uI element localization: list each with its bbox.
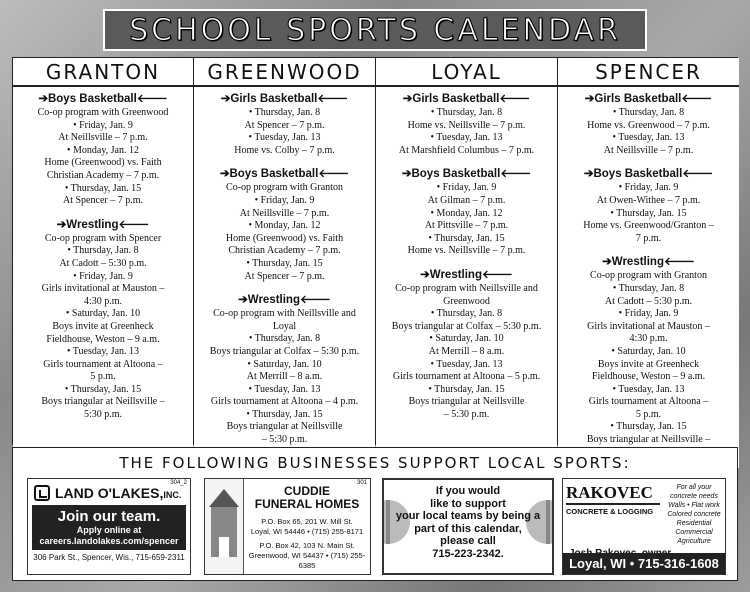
land-olakes-name: LAND O'LAKES, [55,485,164,501]
schedule-line: At Spencer – 7 p.m. [244,119,325,131]
arrow-left-icon: 🡐 [500,166,532,181]
arrow-right-icon: ➔ [401,168,412,181]
schedule-line: • Thursday, Jan. 15 [64,383,142,395]
arrow-right-icon: ➔ [219,168,230,181]
school-heading: GREENWOOD [194,58,375,87]
arrow-left-icon: 🡐 [317,91,349,105]
promo-line: If you would [435,485,501,497]
sport-section [379,267,554,422]
calendar-columns [12,57,738,445]
sport-section [197,292,372,447]
schedule-line: • Thursday, Jan. 15 [64,182,142,194]
arrow-right-icon: ➔ [238,294,248,307]
schedule-line: • Saturday, Jan. 10 [611,345,686,357]
sport-title-text: Boys Basketball [229,168,319,181]
schedule-line: • Friday, Jan. 9 [73,119,133,131]
schedule-line: • Tuesday, Jan. 13 [430,358,503,370]
schedule-line: • Tuesday, Jan. 13 [612,132,685,144]
funeral-home-building-icon [205,479,244,574]
schedule-line: – 5:30 p.m. [443,408,490,420]
cuddie-address-3: P.O. Box 42, 103 N. Main St. [259,541,355,550]
arrow-left-icon: 🡐 [318,166,350,181]
schedule-line: Home vs. Neillsville – 7 p.m. [407,245,526,257]
arrow-right-icon: ➔ [402,93,413,105]
rakovec-phone: Loyal, WI • 715-316-1608 [563,553,725,574]
schedule-line: Girls invitational at Mauston – [587,320,710,332]
schedule-line: • Saturday, Jan. 10 [429,333,504,345]
rakovec-service-line: concrete needs [670,493,718,500]
schedule-line: At Merrill – 8 a.m. [428,345,505,357]
sport-title [197,91,372,106]
land-olakes-address: 306 Park St., Spencer, Wis., 715-659-2311 [33,553,185,562]
arrow-left-icon: 🡐 [299,292,331,307]
schedule-line: • Friday, Jan. 9 [73,270,133,282]
column-granton [13,58,193,468]
schedule-line: Boys triangular at Neillsville – [41,396,165,408]
rakovec-logo [563,479,663,546]
schedule-line: Boys triangular at Colfax – 5:30 p.m. [209,345,360,357]
schedule-line: Co-op program with Neillsville and [395,282,538,294]
schedule-line: • Tuesday, Jan. 13 [612,383,685,395]
schedule-line: • Thursday, Jan. 15 [246,408,323,420]
schedule-line: • Tuesday, Jan. 13 [430,132,503,144]
sport-title-text: Boys Basketball [47,93,137,105]
schedule-line: • Tuesday, Jan. 13 [66,346,140,358]
column-loyal [376,58,557,468]
schedule-line: Home vs. Greenwood/Granton – [583,220,714,232]
schedule-line: Co-op program with Neillsville and [213,308,356,320]
schedule-line: • Saturday, Jan. 10 [65,308,141,320]
school-heading: SPENCER [558,58,739,87]
schedule-line: Home vs. Greenwood – 7 p.m. [587,119,710,131]
arrow-left-icon: 🡐 [681,91,713,105]
arrow-left-icon: 🡐 [682,166,714,181]
schedule-line: At Cadott – 5:30 p.m. [604,295,693,307]
sport-title [197,292,372,307]
schedule-line: Boys triangular at Neillsville [408,396,525,408]
rakovec-service-line: Residential [676,520,712,527]
schedule-line: Home (Greenwood) vs. Faith [225,232,344,244]
land-olakes-banner [32,505,186,550]
school-heading: LOYAL [376,58,557,87]
schedule-line: • Thursday, Jan. 8 [248,107,321,118]
cuddie-address-2: Loyal, WI 54446 • (715) 255-8171 [250,527,364,536]
schedule-line: • Thursday, Jan. 15 [428,383,505,395]
sport-title-text: Boys Basketball [411,168,501,181]
schedule-line: Boys triangular at Neillsville – [586,434,711,446]
arrow-right-icon: ➔ [584,93,595,105]
schedule-line: Fieldhouse, Weston – 9 a.m. [591,371,706,383]
schedule-line: Fieldhouse, Weston – 9 a.m. [46,333,160,345]
schedule-line: • Tuesday, Jan. 13 [248,132,321,144]
schedule-line: 5:30 p.m. [83,409,123,421]
schedule-line: At Owen-Withee – 7 p.m. [596,194,701,206]
schedule-line: 5 p.m. [90,371,116,383]
schedule-line: 4:30 p.m. [629,333,668,345]
schedule-line: Boys invite at Greenheck [52,320,154,332]
sport-title [379,267,554,282]
sponsor-heading: THE FOLLOWING BUSINESSES SUPPORT LOCAL SPORTS: [119,454,631,472]
sport-section [16,91,190,208]
schedule-line: 4:30 p.m. [83,295,123,307]
rakovec-service-line: Colored concrete [667,511,721,518]
sport-title [16,217,190,232]
sport-title-text: Girls Basketball [412,93,500,105]
schedule-line: • Thursday, Jan. 8 [430,308,503,320]
school-heading: GRANTON [13,58,193,87]
sport-section [197,166,372,283]
schedule-line: Home vs. Neillsville – 7 p.m. [407,119,526,131]
title-banner [103,9,647,51]
schedule-line: At Neillsville – 7 p.m. [239,207,330,219]
schedule-line: Co-op program with Granton [226,182,343,194]
schedule-line: Loyal [272,320,297,332]
land-olakes-logo-icon [34,485,50,501]
schedule-line: Co-op program with Granton [590,270,707,282]
schedule-line: • Thursday, Jan. 8 [612,282,685,294]
column-spencer [558,58,739,468]
cuddie-address-1: P.O. Box 65, 201 W. Mill St. [261,517,353,526]
sport-title-text: Girls Basketball [594,93,682,105]
schedule-line: At Neillsville – 7 p.m. [58,132,148,144]
sport-title [379,91,554,106]
schedule-line: At Gilman – 7 p.m. [427,194,506,206]
schedule-line: Girls tournament at Altoona – [588,396,709,408]
promo-text [384,480,552,560]
arrow-right-icon: ➔ [583,168,594,181]
promo-line: 715-223-2342. [432,547,504,560]
schedule-line: • Monday, Jan. 12 [430,207,503,219]
schedule-line: • Thursday, Jan. 15 [610,207,687,219]
sport-section [197,91,372,157]
schedule-line: • Friday, Jan. 9 [618,182,679,194]
rakovec-subtitle: CONCRETE & LOGGING [566,507,654,516]
cuddie-name-line2: FUNERAL HOMES [254,497,360,511]
schedule-line: At Pittsville – 7 p.m. [424,220,509,232]
rakovec-service-line: Walls • Flat work [668,502,720,509]
arrow-right-icon: ➔ [56,218,67,231]
schedule-line: At Marshfield Columbus – 7 p.m. [398,144,535,156]
sport-section [561,254,736,459]
schedule-line: Christian Academy – 7 p.m. [46,169,160,181]
page-title: SCHOOL SPORTS CALENDAR [129,12,621,48]
schedule-line: Girls tournament at Altoona – 4 p.m. [210,396,359,408]
sport-title [197,166,372,181]
rakovec-service-line: Agriculture [677,538,711,545]
sport-title [379,166,554,181]
schedule-line: 7 p.m. [635,232,662,244]
sport-title [561,166,736,181]
cuddie-name-line1: CUDDIE [283,484,330,498]
rakovec-services [663,479,725,546]
sport-section [561,166,736,245]
land-olakes-inc: INC. [163,490,182,500]
sport-section [379,91,554,157]
schedule-line: Girls invitational at Mauston – [41,283,165,295]
promo-line: like to support [430,497,506,510]
sport-title [561,91,736,106]
join-text: Join our team. [57,508,161,525]
arrow-right-icon: ➔ [220,93,231,105]
schedule-line: At Neillsville – 7 p.m. [603,144,694,156]
sport-title [561,254,736,269]
promo-line: your local teams by being a [395,510,541,522]
schedule-line: • Thursday, Jan. 8 [612,107,685,118]
arrow-right-icon: ➔ [38,93,48,105]
schedule-line: • Saturday, Jan. 10 [247,358,322,370]
rakovec-name: RAKOVEC [566,483,660,505]
schedule-line: • Thursday, Jan. 8 [430,107,503,118]
schedule-line: • Thursday, Jan. 15 [428,232,505,244]
schedule-line: Greenwood [443,295,490,307]
arrow-left-icon: 🡐 [663,254,695,269]
schedule-line: • Thursday, Jan. 15 [246,257,323,269]
schedule-line: At Spencer – 7 p.m. [244,270,325,282]
arrow-left-icon: 🡐 [481,266,513,281]
schedule-line: Home (Greenwood) vs. Faith [44,157,162,169]
arrow-left-icon: 🡐 [136,91,168,105]
schedule-line: Co-op program with Greenwood [37,107,169,118]
arrow-left-icon: 🡐 [499,91,531,105]
careers-link[interactable]: careers.landolakes.com/spencer [39,536,179,546]
schedule-line: Girls tournament at Altoona – [43,358,163,370]
schedule-line: 5 p.m. [635,408,662,420]
schedule-line: Home vs. Colby – 7 p.m. [234,144,335,156]
schedule-line: At Cadott – 5:30 p.m. [59,257,147,269]
schedule-line: At Merrill – 8 a.m. [246,371,323,383]
ad-tag: 304_2 [170,480,187,486]
apply-text: Apply online at [76,525,142,535]
sponsor-section [12,447,738,581]
schedule-line: • Thursday, Jan. 8 [67,245,139,257]
schedule-line: Boys triangular at Neillsville [226,421,343,433]
sport-title-text: Girls Basketball [230,93,318,105]
schedule-line: Co-op program with Spencer [44,232,162,244]
schedule-line: • Friday, Jan. 9 [254,194,315,206]
sport-title-text: Wrestling [611,256,664,269]
promo-line: part of this calendar, [414,522,522,535]
rakovec-service-line: For all your [676,484,712,491]
arrow-left-icon: 🡐 [118,216,150,231]
column-greenwood [194,58,375,468]
schedule-line: • Monday, Jan. 12 [66,144,139,156]
ad-tag: 301 [356,480,367,486]
sport-section [16,217,190,422]
arrow-right-icon: ➔ [602,256,612,269]
schedule-line: • Tuesday, Jan. 13 [248,383,321,395]
schedule-line: Girls tournament at Altoona – 5 p.m. [392,371,541,383]
sport-title-text: Boys Basketball [593,168,683,181]
schedule-line: – 5:30 p.m. [261,434,308,446]
cuddie-address-4: Greenwood, WI 54437 • (715) 255-6385 [248,551,366,570]
ad-land-olakes[interactable] [27,478,191,575]
arrow-right-icon: ➔ [420,268,430,281]
schedule-line: • Friday, Jan. 9 [436,182,497,194]
schedule-line: Boys triangular at Colfax – 5:30 p.m. [391,320,542,332]
schedule-line: Christian Academy – 7 p.m. [228,245,341,257]
ad-cuddie-funeral-homes[interactable] [204,478,371,575]
schedule-line: At Spencer – 7 p.m. [63,195,143,207]
ad-rakovec[interactable] [562,478,726,575]
land-olakes-logo [34,485,190,501]
sport-title-text: Wrestling [66,218,119,231]
sport-section [379,166,554,258]
sport-title [16,91,190,106]
sport-section [561,91,736,157]
schedule-line: • Thursday, Jan. 15 [610,421,687,433]
ad-support-promo[interactable] [382,478,554,575]
schedule-line: • Friday, Jan. 9 [618,308,679,320]
schedule-line: Boys invite at Greenheck [597,358,700,370]
promo-line: please call [440,535,496,547]
schedule-line: • Thursday, Jan. 8 [248,333,321,345]
rakovec-service-line: Commercial [675,529,713,536]
sport-title-text: Wrestling [247,294,300,307]
schedule-line: • Monday, Jan. 12 [248,220,321,232]
sport-title-text: Wrestling [429,268,482,281]
